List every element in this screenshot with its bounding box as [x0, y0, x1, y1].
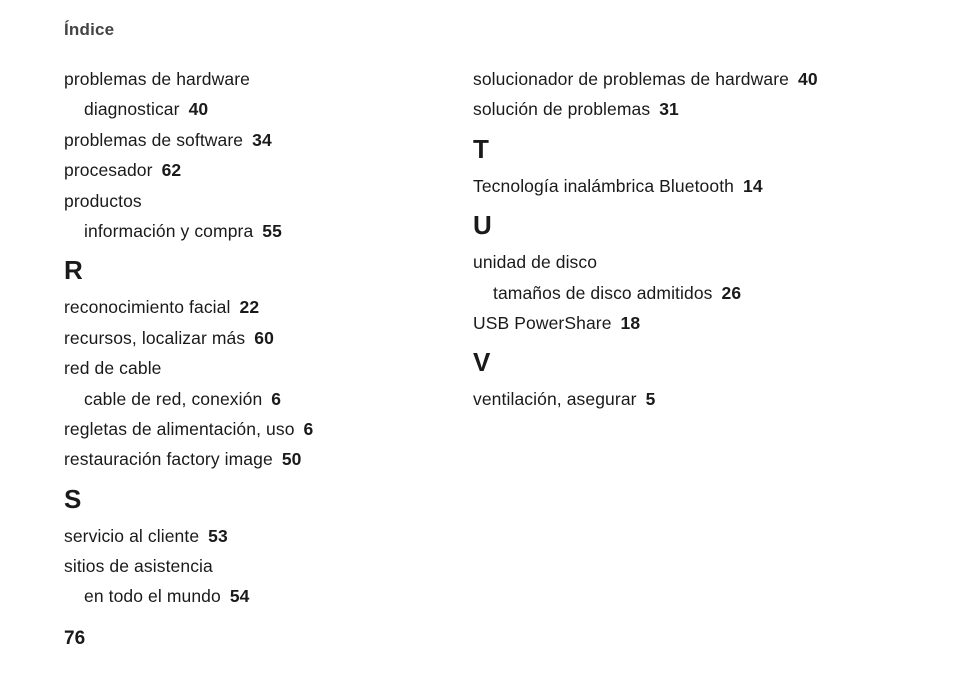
index-entry — [64, 292, 444, 322]
index-page-ref: 34 — [252, 129, 272, 150]
index-entry — [64, 155, 444, 185]
index-term: solucionador de problemas de hardware — [473, 69, 789, 89]
index-entry — [64, 551, 444, 581]
index-term: problemas de software — [64, 129, 244, 150]
index-subentry — [64, 384, 444, 414]
index-term: información y compra — [84, 220, 254, 241]
index-page-ref: 50 — [281, 449, 302, 470]
index-entry — [473, 171, 913, 201]
index-entry — [473, 94, 913, 124]
index-term: diagnosticar — [84, 99, 180, 120]
index-term: procesador — [64, 160, 153, 181]
index-term: ventilación, asegurar — [473, 389, 637, 410]
index-entry — [64, 521, 444, 551]
index-term: red de cable — [64, 358, 162, 379]
index-term: problemas de hardware — [64, 69, 250, 89]
index-term: unidad de disco — [473, 252, 598, 273]
index-entry — [473, 64, 913, 94]
index-page-ref: 5 — [645, 389, 656, 410]
index-term: servicio al cliente — [64, 525, 200, 546]
index-term: tamaños de disco admitidos — [493, 282, 713, 303]
index-term: solución de problemas — [473, 99, 651, 120]
index-page-ref: 26 — [721, 282, 742, 303]
index-term: productos — [64, 190, 142, 211]
index-entry — [64, 186, 444, 216]
index-entry — [64, 353, 444, 383]
index-term: reconocimiento facial — [64, 297, 231, 318]
index-entry — [473, 308, 913, 338]
index-subentry — [64, 216, 444, 246]
index-entry — [64, 125, 444, 155]
index-page-ref: 60 — [254, 327, 274, 348]
index-entry — [64, 64, 444, 94]
index-column-left — [64, 64, 444, 612]
index-page-ref: 14 — [743, 175, 763, 196]
index-entry — [64, 414, 444, 444]
index-page-ref: 18 — [620, 312, 641, 333]
index-page-ref: 53 — [208, 525, 228, 546]
index-entry — [473, 384, 913, 414]
index-page-ref: 62 — [161, 160, 182, 181]
index-letter-heading: U — [473, 210, 492, 241]
section-header: Índice — [64, 20, 115, 39]
index-term: en todo el mundo — [84, 586, 221, 607]
index-term: restauración factory image — [64, 449, 273, 470]
index-entry — [64, 323, 444, 353]
index-term: sitios de asistencia — [64, 556, 213, 577]
index-letter-heading: V — [473, 347, 491, 378]
index-term: regletas de alimentación, uso — [64, 418, 295, 439]
index-page-ref: 40 — [188, 99, 209, 120]
index-letter-heading: T — [473, 133, 489, 164]
index-term: Tecnología inalámbrica Bluetooth — [473, 175, 734, 196]
index-page-ref: 40 — [797, 69, 818, 89]
index-page-ref: 6 — [271, 388, 282, 409]
index-entry — [64, 444, 444, 474]
index-term: recursos, localizar más — [64, 327, 246, 348]
index-column-right — [473, 64, 913, 415]
index-subentry — [64, 94, 444, 124]
index-letter-heading: S — [64, 483, 82, 514]
index-page-ref: 31 — [659, 99, 679, 120]
index-page-ref: 55 — [262, 220, 282, 241]
index-term: cable de red, conexión — [84, 388, 263, 409]
index-subentry — [64, 581, 444, 611]
index-entry — [473, 247, 913, 277]
index-page-ref: 6 — [303, 418, 314, 439]
index-page-ref: 22 — [239, 297, 260, 318]
index-term: USB PowerShare — [473, 312, 612, 333]
index-subentry — [473, 278, 913, 308]
index-page-ref: 54 — [229, 586, 250, 607]
page-number: 76 — [64, 628, 86, 649]
index-letter-heading: R — [64, 255, 83, 286]
